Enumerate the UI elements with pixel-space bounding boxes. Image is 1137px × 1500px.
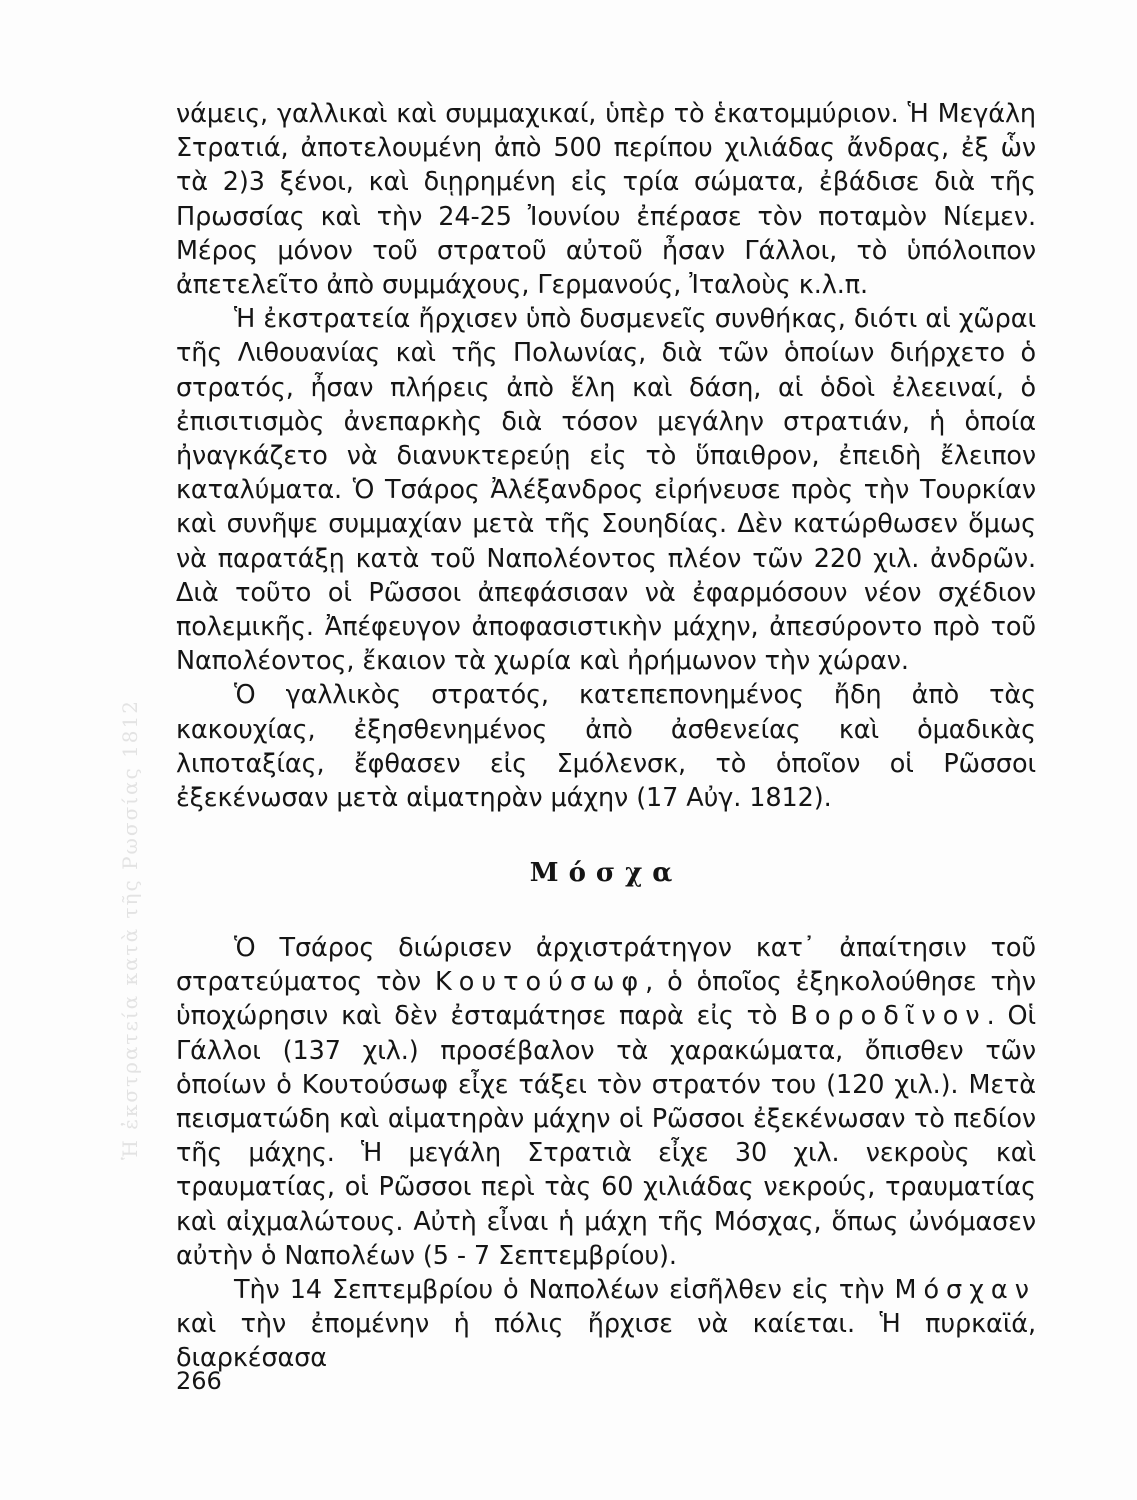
paragraph-5	[176, 1273, 1036, 1376]
paragraph-4	[176, 931, 1036, 1273]
page-number: 266	[176, 1367, 222, 1395]
section-heading: Μόσχα	[529, 858, 683, 888]
paragraph-4-part-c: . Οἱ Γάλλοι (137 χιλ.) προσέβαλον τὰ χαρακώματα, ὄπισθεν τῶν ὁποίων ὁ Κουτούσωφ εἶχε τάξει τὸν στρατόν του (120 χιλ.). Μετὰ πεισματώδη καὶ αἱματηρὰν μάχην οἱ Ρῶσσοι ἐξεκένωσαν τὸ πεδίον τῆς μάχης. Ἡ μεγάλη Στρατιὰ εἶχε 30 χιλ. νεκροὺς καὶ τραυματίας, οἱ Ρῶσσοι περὶ τὰς 60 χιλιάδας νεκρούς, τραυματίας καὶ αἰχμαλώτους. Αὐτὴ εἶναι ἡ μάχη τῆς Μόσχας, ὅπως ὠνόμασεν αὐτὴν ὁ Ναπολέων (5 - 7 Σεπτεμβρίου).	[176, 1001, 1036, 1271]
bleed-through-text: Ἡ ἐκστρατεία κατὰ τῆς Ρωσσίας 1812	[118, 699, 142, 1160]
paragraph-5-part-b: καὶ τὴν ἐπομένην ἡ πόλις ἤρχισε νὰ καίεται. Ἡ πυρκαϊά, διαρκέσασα	[176, 1309, 1036, 1374]
paragraph-4-part-a: Ὁ Τσάρος διώρισεν ἀρχιστράτηγον κατ᾽ ἀπαίτησιν τοῦ στρατεύματος τὸν	[176, 933, 1036, 998]
paragraph-1: νάμεις, γαλλικαὶ καὶ συμμαχικαί, ὑπὲρ τὸ ἑκατομμύριον. Ἡ Μεγάλη Στρατιά, ἀποτελουμένη ἀπὸ 500 περίπου χιλιάδας ἄνδρας, ἐξ ὧν τὰ 2)3 ξένοι, καὶ διῃρημένη εἰς τρία σώματα, ἐβάδισε διὰ τῆς Πρωσσίας καὶ τὴν 24-25 Ἰουνίου ἐπέρασε τὸν ποταμὸν Νίεμεν. Μέρος μόνον τοῦ στρατοῦ αὐτοῦ ἦσαν Γάλλοι, τὸ ὑπόλοιπον ἀπετελεῖτο ἀπὸ συμμάχους, Γερμανούς, Ἰταλοὺς κ.λ.π.	[176, 99, 1036, 301]
paragraph-2: Ἡ ἐκστρατεία ἤρχισεν ὑπὸ δυσμενεῖς συνθήκας, διότι αἱ χῶραι τῆς Λιθουανίας καὶ τῆς Πολωνίας, διὰ τῶν ὁποίων διήρχετο ὁ στρατός, ἦσαν πλήρεις ἀπὸ ἕλη καὶ δάση, αἱ ὁδοὶ ἐλεειναί, ὁ ἐπισιτισμὸς ἀνεπαρκὴς διὰ τόσον μεγάλην στρατιάν, ἡ ὁποία ἠναγκάζετο νὰ διανυκτερεύῃ εἰς τὸ ὕπαιθρον, ἐπειδὴ ἔλειπον καταλύματα. Ὁ Τσάρος Ἀλέξανδρος εἰρήνευσε πρὸς τὴν Τουρκίαν καὶ συνῆψε συμμαχίαν μετὰ τῆς Σουηδίας. Δὲν κατώρθωσεν ὅμως νὰ παρατάξῃ κατὰ τοῦ Ναπολέοντος πλέον τῶν 220 χιλ. ἀνδρῶν. Διὰ τοῦτο οἱ Ρῶσσοι ἀπεφάσισαν νὰ ἐφαρμόσουν νέον σχέδιον πολεμικῆς. Ἀπέφευγον ἀποφασιστικὴν μάχην, ἀπεσύροντο πρὸ τοῦ Ναπολέοντος, ἔκαιον τὰ χωρία καὶ ἠρήμωνον τὴν χώραν.	[176, 304, 1036, 677]
paragraph-4-part-b: , ὁ ὁποῖος ἐξηκολούθησε τὴν ὑποχώρησιν καὶ δὲν ἐσταμάτησε παρὰ εἰς τὸ	[176, 967, 1037, 1032]
name-moscow: Μόσχαν	[894, 1275, 1036, 1306]
paragraph-5-part-a: Τὴν 14 Σεπτεμβρίου ὁ Ναπολέων εἰσῆλθεν εἰς τὴν	[234, 1275, 895, 1306]
name-kutuzov: Κουτούσωφ	[435, 967, 646, 998]
paragraph-3: Ὁ γαλλικὸς στρατός, κατεπεπονημένος ἤδη ἀπὸ τὰς κακουχίας, ἐξησθενημένος ἀπὸ ἀσθενείας καὶ ὁμαδικὰς λιποταξίας, ἔφθασεν εἰς Σμόλενσκ, τὸ ὁποῖον οἱ Ρῶσσοι ἐξεκένωσαν μετὰ αἱματηρὰν μάχην (17 Αὐγ. 1812).	[176, 680, 1036, 814]
text-block-bottom	[176, 931, 1036, 1376]
name-borodino: Βοροδῖνον	[790, 1001, 987, 1032]
text-block-top	[176, 97, 1036, 815]
